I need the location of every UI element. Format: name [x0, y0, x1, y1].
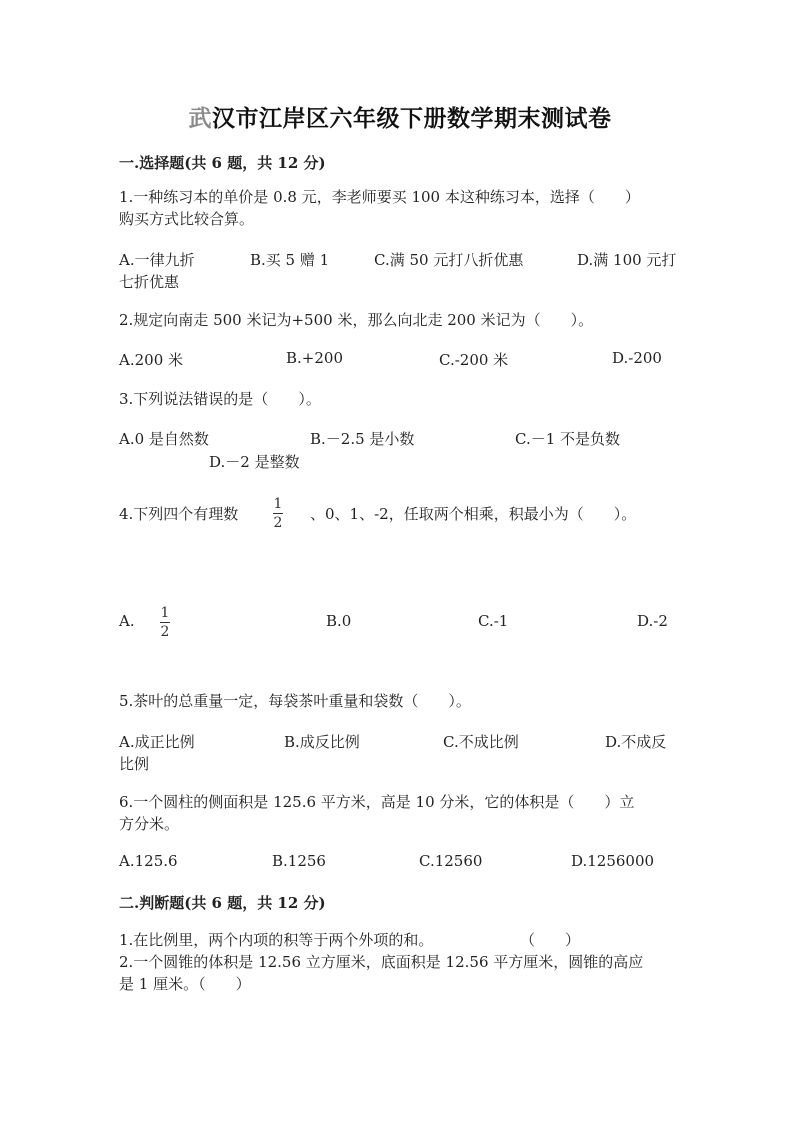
question-4-start: 4.下列四个有理数 — [119, 505, 239, 523]
q2-option-d: D.-200 — [612, 349, 662, 367]
q2-option-c: C.-200 米 — [439, 351, 509, 369]
q6-option-d: D.1256000 — [571, 852, 655, 870]
q3-option-d: D.－2 是整数 — [209, 453, 300, 471]
page-title — [0, 100, 800, 133]
fraction-one-half — [273, 497, 283, 530]
judgment-2-line1: 2.一个圆锥的体积是 12.56 立方厘米，底面积是 12.56 平方厘米，圆锥的高应 — [119, 953, 644, 971]
title-rest: 汉市江岸区六年级下册数学期末测试卷 — [212, 105, 612, 132]
section-heading-choice: 一.选择题(共 6 题，共 12 分) — [119, 154, 326, 172]
q4-option-c: C.-1 — [478, 612, 509, 630]
q4-option-d: D.-2 — [637, 612, 668, 630]
question-6-line1: 6.一个圆柱的侧面积是 125.6 平方米，高是 10 分米，它的体积是（ ）立 — [119, 793, 635, 811]
section-heading-judgment: 二.判断题(共 6 题，共 12 分) — [119, 894, 326, 912]
q6-option-a: A.125.6 — [119, 852, 178, 870]
q1-option-d-cont: 七折优惠 — [119, 273, 180, 291]
question-5: 5.茶叶的总重量一定，每袋茶叶重量和袋数（ ）。 — [119, 692, 471, 710]
question-2: 2.规定向南走 500 米记为+500 米，那么向北走 200 米记为（ ）。 — [119, 311, 594, 329]
judgment-1: 1.在比例里，两个内项的积等于两个外项的和。 — [119, 931, 434, 949]
q1-option-a: A.一律九折 — [119, 251, 195, 269]
q3-option-a: A.0 是自然数 — [119, 430, 209, 448]
q1-option-b: B.买 5 赠 1 — [250, 251, 330, 269]
q2-option-b: B.+200 — [286, 349, 343, 367]
q3-option-c: C.－1 不是负数 — [515, 430, 621, 448]
question-1-line2: 购买方式比较合算。 — [119, 210, 255, 228]
q5-option-b: B.成反比例 — [284, 733, 360, 751]
question-1-line1: 1.一种练习本的单价是 0.8 元，李老师要买 100 本这种练习本，选择（ ） — [119, 188, 640, 206]
judgment-2-line2: 是 1 厘米。（ ） — [119, 975, 251, 993]
q5-option-d-cont: 比例 — [119, 755, 150, 773]
q3-option-b: B.－2.5 是小数 — [310, 430, 415, 448]
title-first-char: 武 — [188, 105, 212, 132]
q2-option-a: A.200 米 — [119, 351, 183, 369]
fraction-denominator: 2 — [273, 515, 283, 531]
q5-option-a: A.成正比例 — [119, 733, 195, 751]
q4-option-a-fraction — [160, 606, 170, 639]
q6-option-b: B.1256 — [272, 852, 326, 870]
q4-option-a: A. — [119, 612, 135, 630]
q5-option-d: D.不成反 — [605, 733, 667, 751]
q4-option-b: B.0 — [326, 612, 352, 630]
question-4-end: 、0、1、-2，任取两个相乘，积最小为（ ）。 — [310, 505, 637, 523]
fraction-numerator: 1 — [160, 605, 170, 621]
fraction-numerator: 1 — [273, 496, 283, 512]
q1-option-c: C.满 50 元打八折优惠 — [374, 251, 524, 269]
question-3: 3.下列说法错误的是（ ）。 — [119, 390, 321, 408]
question-6-line2: 方分米。 — [119, 815, 180, 833]
fraction-denominator: 2 — [160, 624, 170, 640]
q5-option-c: C.不成比例 — [443, 733, 519, 751]
judgment-1-answer-bracket[interactable]: （ ） — [520, 931, 581, 949]
q1-option-d: D.满 100 元打 — [577, 251, 677, 269]
q6-option-c: C.12560 — [419, 852, 483, 870]
